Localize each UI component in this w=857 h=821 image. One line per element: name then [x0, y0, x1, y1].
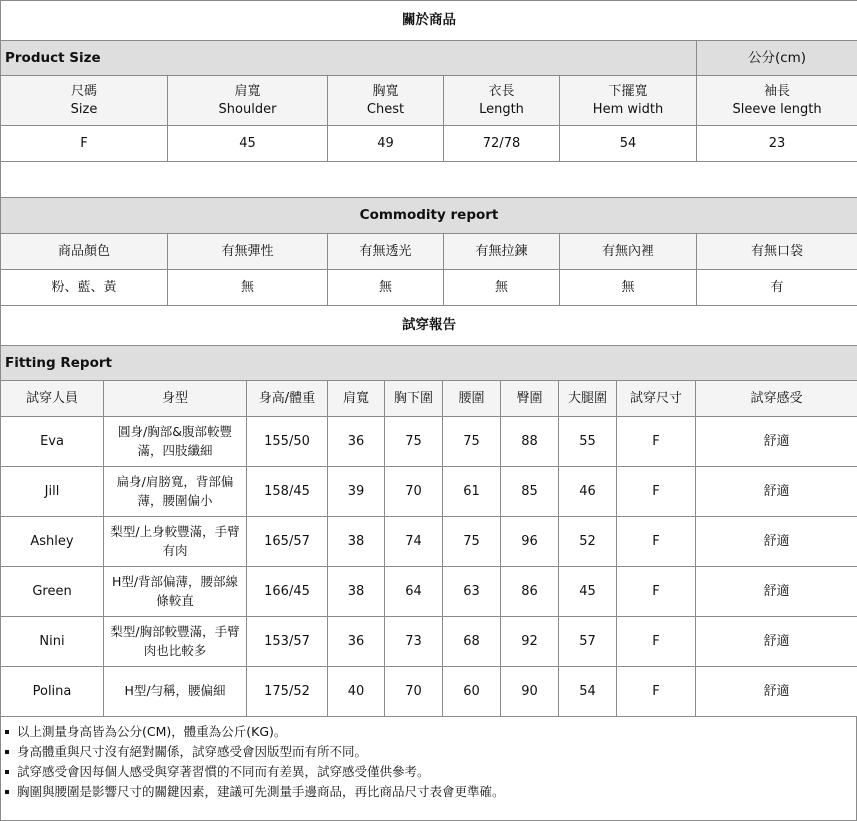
fit-size: F [617, 617, 696, 667]
measure-cell: 36 [328, 617, 385, 667]
note-item: 身高體重與尺寸沒有絕對關係，試穿感受會因版型而有所不同。 [5, 742, 856, 762]
fitting-header-cell: 大腿圍 [559, 381, 617, 417]
fitting-subtitle: Fitting Report [1, 346, 857, 381]
fitting-row [1, 517, 857, 567]
fitting-header-cell: 身型 [104, 381, 247, 417]
fit-size: F [617, 667, 696, 717]
body-type: 梨型/上身較豐滿，手臂有肉 [104, 517, 247, 567]
height-weight: 158/45 [247, 467, 328, 517]
tester-name: Ashley [1, 517, 104, 567]
fitting-header-cell: 臀圍 [501, 381, 559, 417]
size-cell: 54 [560, 126, 697, 162]
commodity-title: Commodity report [1, 198, 857, 234]
measure-cell: 70 [385, 467, 443, 517]
commodity-cell: 粉、藍、黃 [1, 270, 168, 306]
fit-feeling: 舒適 [696, 417, 857, 467]
tester-name: Eva [1, 417, 104, 467]
commodity-value-row [1, 270, 857, 306]
body-type: 圓身/胸部&腹部較豐滿，四肢纖細 [104, 417, 247, 467]
size-header-row [1, 76, 857, 126]
measure-cell: 75 [443, 517, 501, 567]
commodity-cell: 無 [168, 270, 328, 306]
size-value-row [1, 126, 857, 162]
size-col-header: 下擺寬 Hem width [560, 76, 697, 126]
commodity-header-cell: 有無口袋 [697, 234, 857, 270]
size-cell: 45 [168, 126, 328, 162]
measure-cell: 88 [501, 417, 559, 467]
fit-feeling: 舒適 [696, 667, 857, 717]
measure-cell: 38 [328, 567, 385, 617]
commodity-header-cell: 商品顏色 [1, 234, 168, 270]
measure-cell: 52 [559, 517, 617, 567]
note-item: 胸圍與腰圍是影響尺寸的關鍵因素，建議可先測量手邊商品，再比商品尺寸表會更準確。 [5, 782, 856, 802]
note-item: 以上測量身高皆為公分(CM)，體重為公斤(KG)。 [5, 722, 856, 742]
measure-cell: 40 [328, 667, 385, 717]
note-item: 試穿感受會因每個人感受與穿著習慣的不同而有差異，試穿感受僅供參考。 [5, 762, 856, 782]
fitting-header-cell: 肩寬 [328, 381, 385, 417]
measure-cell: 36 [328, 417, 385, 467]
fitting-report-table [0, 380, 857, 717]
measure-cell: 39 [328, 467, 385, 517]
fitting-title: 試穿報告 [1, 306, 857, 346]
spacer-row [1, 162, 857, 198]
measure-cell: 54 [559, 667, 617, 717]
about-title: 關於商品 [1, 1, 857, 41]
size-cell: 49 [328, 126, 444, 162]
commodity-cell: 無 [444, 270, 560, 306]
fitting-header-cell: 腰圍 [443, 381, 501, 417]
body-type: H型/勻稱，腰偏細 [104, 667, 247, 717]
body-type: 梨型/胸部較豐滿，手臂肉也比較多 [104, 617, 247, 667]
fit-feeling: 舒適 [696, 517, 857, 567]
measure-cell: 60 [443, 667, 501, 717]
fit-feeling: 舒適 [696, 617, 857, 667]
notes-list [1, 716, 856, 802]
commodity-header-cell: 有無拉鍊 [444, 234, 560, 270]
measure-cell: 74 [385, 517, 443, 567]
tester-name: Nini [1, 617, 104, 667]
measure-cell: 61 [443, 467, 501, 517]
measure-cell: 70 [385, 667, 443, 717]
notes-box [0, 716, 857, 821]
measure-cell: 57 [559, 617, 617, 667]
commodity-header-row [1, 234, 857, 270]
size-cell: 72/78 [444, 126, 560, 162]
fitting-row [1, 417, 857, 467]
measure-cell: 64 [385, 567, 443, 617]
fitting-row [1, 467, 857, 517]
measure-cell: 92 [501, 617, 559, 667]
size-col-header: 肩寬 Shoulder [168, 76, 328, 126]
fitting-header-cell: 身高/體重 [247, 381, 328, 417]
fit-feeling: 舒適 [696, 567, 857, 617]
fitting-header-cell: 試穿人員 [1, 381, 104, 417]
fitting-row [1, 567, 857, 617]
fit-feeling: 舒適 [696, 467, 857, 517]
size-col-header: 尺碼 Size [1, 76, 168, 126]
size-col-header: 胸寬 Chest [328, 76, 444, 126]
height-weight: 166/45 [247, 567, 328, 617]
fitting-header-cell: 試穿尺寸 [617, 381, 696, 417]
measure-cell: 73 [385, 617, 443, 667]
measure-cell: 90 [501, 667, 559, 717]
tester-name: Polina [1, 667, 104, 717]
measure-cell: 85 [501, 467, 559, 517]
height-weight: 165/57 [247, 517, 328, 567]
body-type: 扁身/肩膀寬，背部偏薄，腰圍偏小 [104, 467, 247, 517]
fit-size: F [617, 517, 696, 567]
fit-size: F [617, 467, 696, 517]
measure-cell: 75 [443, 417, 501, 467]
size-col-header: 衣長 Length [444, 76, 560, 126]
size-cell: F [1, 126, 168, 162]
commodity-cell: 有 [697, 270, 857, 306]
measure-cell: 86 [501, 567, 559, 617]
commodity-header-cell: 有無透光 [328, 234, 444, 270]
measure-cell: 55 [559, 417, 617, 467]
tester-name: Green [1, 567, 104, 617]
measure-cell: 46 [559, 467, 617, 517]
size-col-header: 袖長 Sleeve length [697, 76, 857, 126]
fitting-row [1, 617, 857, 667]
measure-cell: 68 [443, 617, 501, 667]
fit-size: F [617, 567, 696, 617]
measure-cell: 45 [559, 567, 617, 617]
height-weight: 153/57 [247, 617, 328, 667]
commodity-header-cell: 有無內裡 [560, 234, 697, 270]
measure-cell: 38 [328, 517, 385, 567]
fitting-header-cell: 胸下圍 [385, 381, 443, 417]
commodity-header-cell: 有無彈性 [168, 234, 328, 270]
unit-label: 公分(cm) [697, 41, 857, 76]
commodity-cell: 無 [560, 270, 697, 306]
fitting-header-cell: 試穿感受 [696, 381, 857, 417]
size-cell: 23 [697, 126, 857, 162]
measure-cell: 75 [385, 417, 443, 467]
height-weight: 175/52 [247, 667, 328, 717]
height-weight: 155/50 [247, 417, 328, 467]
body-type: H型/背部偏薄，腰部線條較直 [104, 567, 247, 617]
product-size-table [0, 0, 857, 381]
commodity-cell: 無 [328, 270, 444, 306]
product-size-header: Product Size [1, 41, 697, 76]
fitting-row [1, 667, 857, 717]
fitting-header-row [1, 381, 857, 417]
measure-cell: 96 [501, 517, 559, 567]
fit-size: F [617, 417, 696, 467]
measure-cell: 63 [443, 567, 501, 617]
tester-name: Jill [1, 467, 104, 517]
